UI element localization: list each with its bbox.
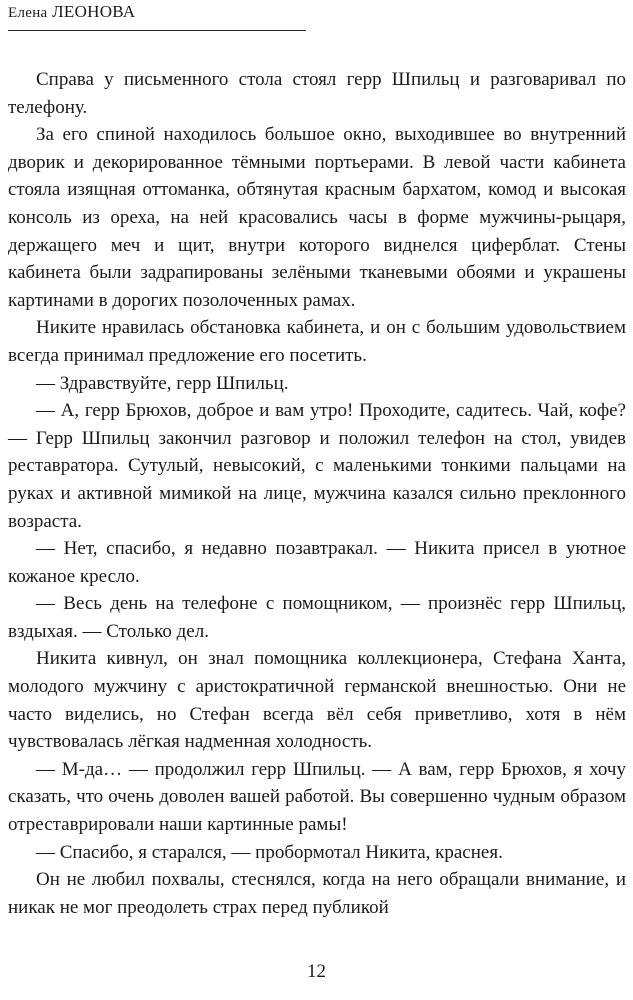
paragraph: — Весь день на телефоне с помощником, — произнёс герр Шпильц, вздыхая. — Столько дел. <box>8 593 626 642</box>
paragraph: Никите нравилась обстановка кабинета, и он с большим удовольствием всегда принимал предложение его посетить. <box>8 317 626 366</box>
paragraph: — А, герр Брюхов, доброе и вам утро! Проходите, садитесь. Чай, кофе? — Герр Шпильц закончил разговор и положил телефон на стол, увидев реставратора. Сутулый, невысокий, с маленькими тонкими пальцами на руках и активной мимикой на лице, мужчина казался сильно преклонного возраста. <box>8 400 626 532</box>
paragraph: — Здравствуйте, герр Шпильц. <box>36 372 289 394</box>
paragraph: Никита кивнул, он знал помощника коллекционера, Стефана Ханта, молодого мужчину с аристократичной германской внешностью. Они не часто виделись, но Стефан всегда вёл себя приветливо, хотя в нём чувствовалась лёгкая надменная холодность. <box>8 648 626 753</box>
paragraph: Он не любил похвалы, стеснялся, когда на него обращали внимание, и никак не мог преодолеть страх перед публикой <box>8 869 626 918</box>
paragraph: За его спиной находилось большое окно, выходившее во внутренний дворик и декорированное тёмными портьерами. В левой части кабинета стояла изящная оттоманка, обтянутая красным бархатом, комод и высокая консоль из ореха, на ней красовались часы в форме мужчины-рыцаря, держащего меч и щит, внутри которого виднелся циферблат. Стены кабинета были задрапированы зелёными тканевыми обоями и украшены картинами в дорогих позолоченных рамах. <box>8 124 626 311</box>
paragraph: Справа у письменного стола стоял герр Шпильц и разговаривал по телефону. <box>8 69 626 118</box>
author-given-name: Елена <box>8 5 48 21</box>
running-head <box>8 2 135 23</box>
running-head-rule <box>8 30 306 31</box>
body-text <box>8 66 626 921</box>
author-family-name: ЛЕОНОВА <box>52 2 136 21</box>
page-number: 12 <box>307 961 326 982</box>
paragraph: — Нет, спасибо, я недавно позавтракал. — Никита присел в уютное кожаное кресло. <box>8 538 626 587</box>
paragraph: — Спасибо, я старался, — пробормотал Никита, краснея. <box>36 841 503 863</box>
paragraph: — М-да… — продолжил герр Шпильц. — А вам, герр Брюхов, я хочу сказать, что очень доволен вашей работой. Вы совершенно чудным образом отреставрировали наши картинные рамы! <box>8 758 626 836</box>
